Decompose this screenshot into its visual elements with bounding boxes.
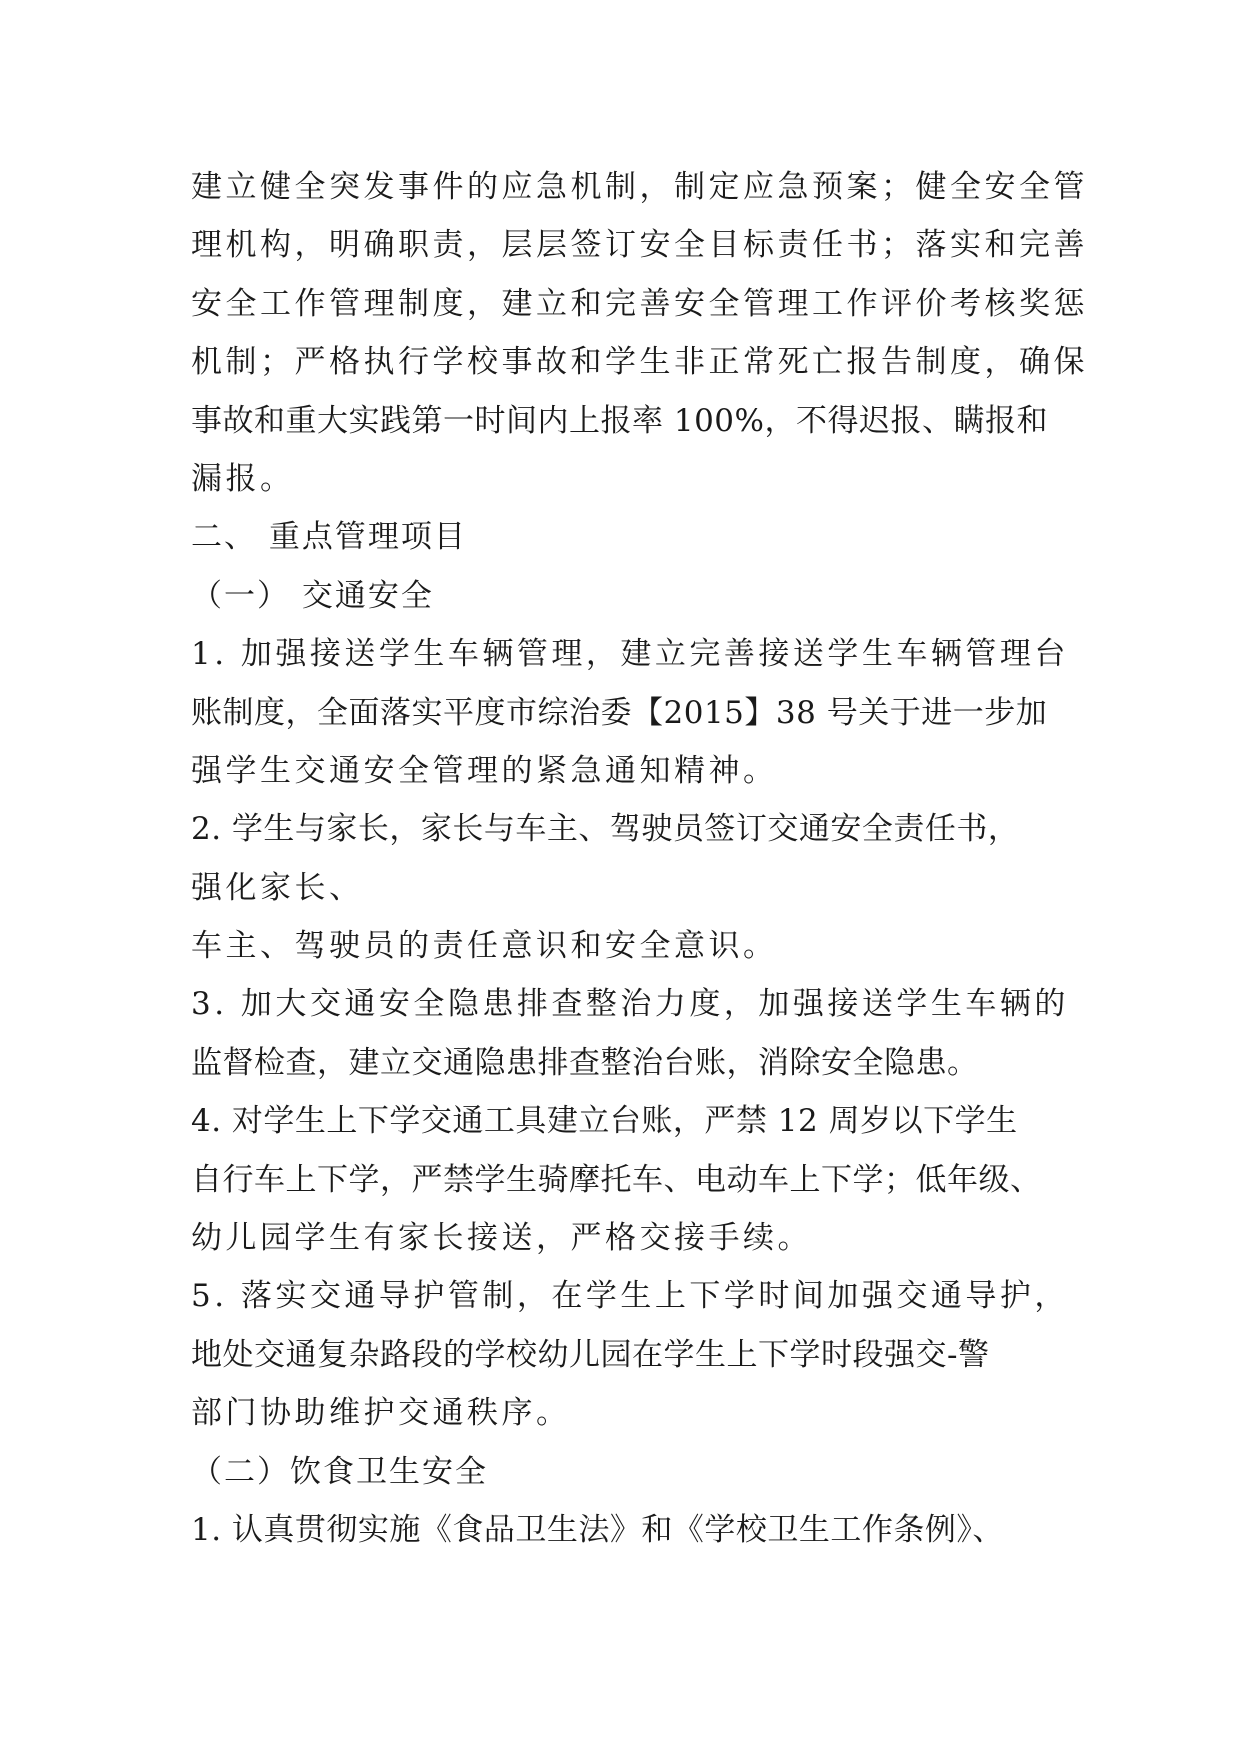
list-item-line: 1. 加强接送学生车辆管理，建立完善接送学生车辆管理台 — [191, 636, 1069, 673]
subsection-heading: （二）饮食卫生安全 — [191, 1453, 488, 1490]
section-heading: 二、 重点管理项目 — [191, 519, 467, 556]
list-item-line: 5. 落实交通导护管制，在学生上下学时间加强交通导护， — [191, 1278, 1069, 1315]
list-item-line: 车主、驾驶员的责任意识和安全意识。 — [191, 928, 778, 965]
paragraph-line: 漏报。 — [191, 460, 295, 497]
list-item-line: 幼儿园学生有家长接送，严格交接手续。 — [191, 1220, 812, 1257]
paragraph-line: 机制；严格执行学校事故和学生非正常死亡报告制度，确保 — [191, 344, 1088, 381]
list-item-line: 监督检查，建立交通隐患排查整治台账，消除安全隐患。 — [191, 1044, 979, 1081]
list-item-line: 强学生交通安全管理的紧急通知精神。 — [191, 752, 778, 789]
paragraph-line: 建立健全突发事件的应急机制，制定应急预案；健全安全管 — [191, 169, 1088, 205]
list-item-line: 1. 认真贯彻实施《食品卫生法》和《学校卫生工作条例》、 — [191, 1511, 1004, 1548]
list-item-line: 地处交通复杂路段的学校幼儿园在学生上下学时段强交-警 — [191, 1336, 990, 1373]
list-item-line: 2. 学生与家长，家长与车主、驾驶员签订交通安全责任书， — [191, 811, 1020, 848]
paragraph-line: 事故和重大实践第一时间内上报率 100%，不得迟报、瞒报和 — [191, 402, 1048, 439]
subsection-heading: （一） 交通安全 — [191, 577, 434, 614]
list-item-line: 账制度，全面落实平度市综治委【2015】38 号关于进一步加 — [191, 694, 1048, 731]
list-item-line: 4. 对学生上下学交通工具建立台账，严禁 12 周岁以下学生 — [191, 1103, 1018, 1140]
list-item-line: 部门协助维护交通秩序。 — [191, 1395, 571, 1432]
list-item-line: 3. 加大交通安全隐患排查整治力度，加强接送学生车辆的 — [191, 986, 1069, 1023]
list-item-line: 自行车上下学，严禁学生骑摩托车、电动车上下学；低年级、 — [191, 1161, 1042, 1198]
body-text — [191, 158, 1088, 1559]
list-item-line: 强化家长、 — [191, 869, 364, 906]
paragraph-line: 安全工作管理制度，建立和完善安全管理工作评价考核奖惩 — [191, 285, 1088, 322]
paragraph-line: 理机构，明确职责，层层签订安全目标责任书；落实和完善 — [191, 227, 1088, 264]
